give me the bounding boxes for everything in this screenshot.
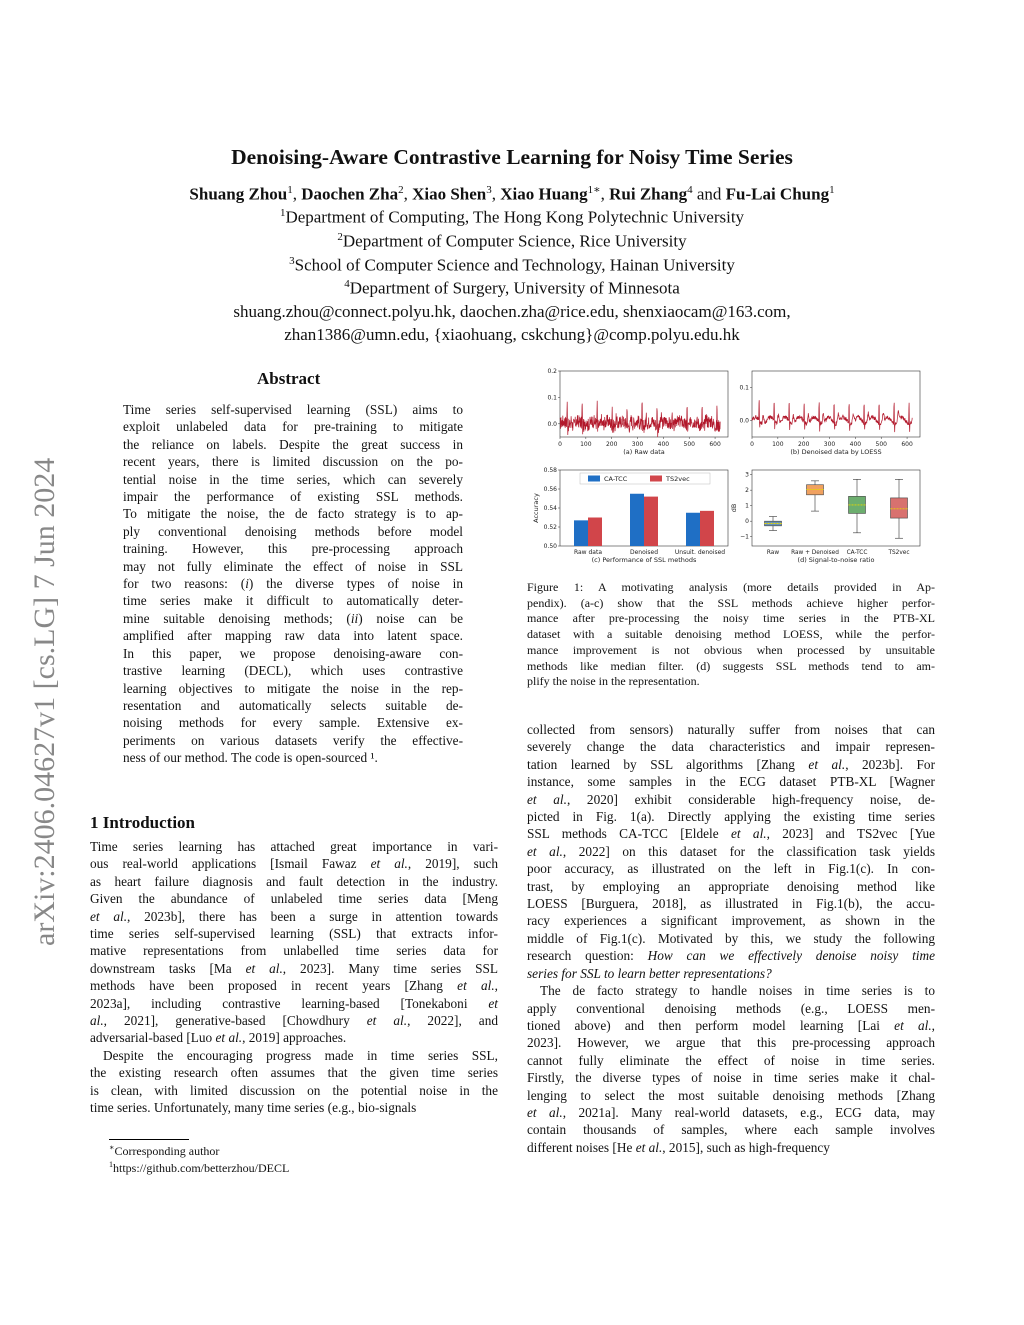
text-line: ous real-world applications [Ismail Fawaz et al., 2019], such	[90, 856, 498, 872]
text-line: 2023a], including contrastive learning-based [Tonekaboni et	[90, 995, 498, 1011]
y-tick-label: 0.0	[547, 420, 557, 428]
legend-entry: CA-TCC	[604, 475, 628, 483]
affiliation-mark: 4	[344, 278, 350, 290]
caption-line: mance improvement is not obvious when processed by unsuitable	[527, 642, 935, 657]
footnote	[109, 1143, 219, 1159]
author-name: Fu-Lai Chung	[725, 184, 830, 204]
text-line: learning objectives to mitigate the noise in the rep-	[123, 680, 463, 696]
subplot-title: (c) Performance of SSL methods	[591, 556, 697, 564]
introduction-body	[90, 838, 498, 1117]
subplot-title: (d) Signal-to-noise ratio	[797, 556, 875, 564]
legend-swatch	[650, 476, 662, 482]
y-tick-label: 0.1	[547, 394, 557, 402]
text-line: as heart failure diagnosis and fault detection in the industry.	[90, 873, 498, 889]
text-line: amplified after mapping raw data into latent space.	[123, 628, 463, 644]
text-line: research question: How can we effectively denoise noisy time	[527, 948, 935, 964]
right-column-body	[527, 721, 935, 1156]
abstract-body	[123, 401, 463, 767]
y-tick-label: 0.52	[543, 524, 557, 531]
bar	[574, 520, 588, 546]
y-axis-label: dB	[730, 503, 738, 513]
text-line: tioned above) and then perform model learning [Lai et al.,	[527, 1017, 935, 1033]
text-line: 2023]. However, we argue that this pre-processing approach	[527, 1035, 935, 1051]
text-line: contain thousands of samples, where each sample involves	[527, 1122, 935, 1138]
text-line: To mitigate the noise, the de facto strategy is to ap-	[123, 506, 463, 522]
author-affiliation-mark: 3	[486, 184, 492, 196]
author-affiliation-mark: 1	[287, 184, 293, 196]
text-line: racy experiences a significant improvement, as shown in the	[527, 913, 935, 929]
footnote-rule	[109, 1139, 189, 1140]
abstract-heading: Abstract	[257, 369, 321, 388]
y-tick-label: 0.1	[739, 384, 749, 392]
y-tick-label: 3	[745, 471, 749, 479]
text-line: recent years, there is limited discussion on the po-	[123, 454, 463, 470]
caption-line: methods like median filter. (d) suggests SSL methods tend to am-	[527, 658, 935, 673]
text-line: time series. Unfortunately, many time series (e.g., bio-signals	[90, 1100, 417, 1116]
box	[765, 521, 782, 526]
affiliation-mark: 3	[289, 255, 295, 267]
text-line: different noises [He et al., 2015], such as high-frequency	[527, 1139, 830, 1155]
x-tick-label: Raw + Denoised	[791, 550, 839, 556]
caption-line: plify the noise in the representation.	[527, 674, 700, 689]
box	[807, 485, 824, 495]
text-line: exploit unlabeled data for pre-training to mitigate	[123, 419, 463, 435]
text-line: training. However, this pre-processing approach	[123, 541, 463, 557]
text-line: methods have been proposed in recent years [Zhang et al.,	[90, 978, 498, 994]
x-tick-label: 300	[631, 441, 644, 448]
author-affiliation-mark: 2	[398, 184, 404, 196]
email-line: zhan1386@umn.edu, {xiaohuang, cskchung}@comp.polyu.edu.hk	[284, 325, 740, 344]
y-tick-label: 0.56	[543, 486, 557, 493]
arxiv-stamp-svg	[24, 368, 62, 948]
caption-line: pendix). (a-c) show that the SSL methods achieve higher perfor-	[527, 595, 935, 610]
author-affiliation-mark: 1	[829, 184, 835, 196]
legend-entry: TS2vec	[666, 475, 690, 483]
y-tick-label: 0.0	[739, 417, 749, 425]
x-tick-label: 400	[849, 441, 862, 448]
text-line: impair the performance of existing SSL methods.	[123, 489, 463, 505]
text-line: may not fully eliminate the effect of noise in SSL	[123, 558, 463, 574]
y-axis-label: Accuracy	[532, 493, 540, 523]
text-line: poor accuracy, as illustrated on the left in Fig.1(c). In con-	[527, 861, 935, 877]
text-line: collected from sensors) naturally suffer from noises that can	[527, 722, 935, 737]
paper-title: Denoising-Aware Contrastive Learning for Noisy Time Series	[231, 145, 793, 169]
x-tick-label: 500	[683, 441, 695, 448]
text-line: Given the abundance of unlabeled time series data [Meng	[90, 891, 498, 907]
text-line: time series make it difficult to automatically deter-	[123, 593, 463, 609]
y-tick-label: 0.2	[547, 368, 557, 375]
bar	[630, 494, 644, 546]
author-and: and	[692, 184, 726, 204]
text-line: noising methods for every sample. Extensive ex-	[123, 715, 463, 731]
text-line: series for SSL to learn better representations?	[527, 965, 772, 981]
text-line: SSL methods CA-TCC [Eldele et al., 2023] and TS2vec [Yue	[527, 826, 935, 842]
author-affiliation-mark: 1∗	[587, 184, 601, 196]
text-line: resentation and automatically selects suitable de-	[123, 697, 463, 713]
email-line: shuang.zhou@connect.polyu.hk, daochen.zha@rice.edu, shenxiaocam@163.com,	[233, 302, 791, 321]
caption-line: mance after pre-processing the noisy time series in the PTB-XL	[527, 611, 935, 626]
text-line: severely change the data characteristics and impair represen-	[527, 739, 935, 755]
text-line: is clean, with limited discussion on the potential noise in the	[90, 1082, 498, 1098]
affiliation-text: Department of Surgery, University of Minnesota	[349, 278, 680, 298]
figure-1-caption	[527, 580, 935, 690]
text-line: Time series self-supervised learning (SSL) aims to	[123, 402, 463, 417]
legend-swatch	[588, 476, 600, 482]
x-tick-label: 200	[797, 441, 810, 448]
text-line: tation learned by SSL algorithms [Zhang et al., 2023b]. For	[527, 756, 935, 772]
text-line: et al., 2020] exhibit considerable high-frequency noise, de-	[527, 791, 935, 807]
text-line: et al., 2023b], there has been a surge in attention towards	[90, 908, 498, 924]
author-separator: ,	[292, 184, 302, 204]
x-tick-label: Raw data	[573, 549, 603, 556]
text-line: middle of Fig.1(c). Motivated by this, we study the following	[527, 930, 935, 946]
subplot-title: (b) Denoised data by LOESS	[790, 448, 882, 456]
author-name: Rui Zhang	[609, 184, 688, 204]
text-line: for two reasons: (i) the diverse types of noise in	[123, 576, 463, 592]
caption-line: dataset with a suitable denoising method LOESS, while the perfor-	[527, 627, 935, 642]
author-name: Shuang Zhou	[189, 184, 288, 204]
bar	[700, 511, 714, 546]
author-separator: ,	[600, 184, 610, 204]
text-line: lenging to select the most suitable denoising methods [Zhang	[527, 1087, 935, 1103]
text-line: mative representations from unlabelled time series data for	[90, 943, 498, 959]
affiliation-line	[0, 255, 1024, 276]
x-tick-label: 300	[823, 441, 836, 448]
x-tick-label: 100	[772, 441, 784, 448]
affiliation-text: Department of Computing, The Hong Kong Polytechnic University	[285, 207, 745, 227]
affiliation-line	[0, 278, 1024, 299]
text-line: ply conventional denoising methods before model	[123, 523, 463, 539]
text-line: The de facto strategy to handle noises in time series is to	[540, 983, 935, 999]
y-tick-label: 0.50	[543, 543, 557, 550]
affiliation-mark: 2	[337, 231, 343, 243]
x-tick-label: 600	[901, 441, 913, 448]
text-line: Time series learning has attached great importance in vari-	[90, 839, 498, 854]
footnote-mark: ∗	[109, 1143, 115, 1152]
y-tick-label: 0.58	[543, 467, 557, 474]
footnote	[109, 1160, 289, 1176]
affiliation-line	[0, 231, 1024, 252]
bar	[686, 513, 700, 546]
box	[891, 498, 908, 518]
text-line: trast, by employing an appropriate denoising method like	[527, 878, 935, 894]
subplot-title: (a) Raw data	[623, 448, 665, 456]
text-line: trastive learning (DECL), which uses contrastive	[123, 663, 463, 679]
figure-1-charts	[527, 365, 937, 575]
author-separator: ,	[403, 184, 413, 204]
text-line: picted in Fig. 1(a). Directly applying the existing time series	[527, 809, 935, 825]
text-line: ness of our method. The code is open-sourced ¹.	[123, 750, 378, 766]
x-tick-label: Raw	[766, 550, 780, 556]
text-line: downstream tasks [Ma et al., 2023]. Many time series SSL	[90, 960, 498, 976]
x-tick-label: 0	[750, 441, 754, 448]
text-line: Despite the encouraging progress made in time series SSL,	[103, 1047, 498, 1063]
affiliation-line	[0, 207, 1024, 228]
x-tick-label: Unsuit. denoised	[674, 549, 726, 556]
signal-line	[560, 401, 720, 437]
text-line: adversarial-based [Luo et al., 2019] approaches.	[90, 1030, 347, 1046]
caption-line: Figure 1: A motivating analysis (more details provided in Ap-	[527, 580, 935, 594]
author-name: Xiao Huang	[500, 184, 588, 204]
text-line: the existing research often assumes that the given time series	[90, 1065, 498, 1081]
author-affiliation-mark: 4	[687, 184, 693, 196]
x-tick-label: 0	[558, 441, 562, 448]
author-name: Daochen Zha	[301, 184, 399, 204]
box	[849, 496, 866, 513]
text-line: al., 2021], generative-based [Chowdhury et al., 2022], and	[90, 1013, 498, 1029]
figure-1	[527, 365, 937, 575]
bar	[644, 497, 658, 546]
text-line: cannot fully eliminate the effect of noise in time series.	[527, 1052, 935, 1068]
arxiv-sidebar-stamp	[24, 368, 62, 948]
text-line: et al., 2021a]. Many real-world datasets, e.g., ECG data, may	[527, 1104, 935, 1120]
y-tick-label: −1	[740, 533, 749, 541]
footnote-mark: 1	[109, 1160, 113, 1169]
signal-line	[752, 400, 912, 432]
footnote-text: https://github.com/betterzhou/DECL	[113, 1161, 290, 1175]
x-tick-label: TS2vec	[888, 550, 910, 556]
y-tick-label: 2	[745, 487, 749, 495]
x-tick-label: Denoised	[629, 549, 659, 556]
author-separator: ,	[491, 184, 501, 204]
text-line: the reliance on labels. Despite the great success in	[123, 436, 463, 452]
text-line: apply conventional denoising methods (e.g., LOESS men-	[527, 1000, 935, 1016]
author-name: Xiao Shen	[412, 184, 487, 204]
x-tick-label: 100	[580, 441, 592, 448]
footnote-text: Corresponding author	[114, 1144, 220, 1158]
y-tick-label: 1	[745, 502, 749, 510]
text-line: LOESS [Burguera, 2018], as illustrated in Fig.1(b), the accu-	[527, 896, 935, 912]
text-line: Firstly, the diverse types of noise in time series make it chal-	[527, 1070, 935, 1086]
section-introduction-heading: 1 Introduction	[90, 813, 196, 832]
x-tick-label: CA-TCC	[846, 550, 868, 556]
arxiv-id-text: arXiv:2406.04627v1 [cs.LG] 7 Jun 2024	[28, 457, 61, 946]
affiliation-mark: 1	[279, 207, 286, 219]
text-line: In this paper, we propose denoising-aware con-	[123, 645, 463, 661]
text-line: tential noise in the time series, which can severely	[123, 471, 463, 487]
y-tick-label: 0	[745, 518, 749, 526]
author-list	[0, 183, 1024, 205]
y-tick-label: 0.54	[543, 505, 557, 512]
x-tick-label: 400	[657, 441, 670, 448]
x-tick-label: 200	[605, 441, 618, 448]
x-tick-label: 500	[875, 441, 887, 448]
text-line: time series self-supervised learning (SSL) that extracts infor-	[90, 926, 498, 942]
bar	[588, 518, 602, 547]
text-line: instance, some samples in the ECG dataset PTB-XL [Wagner	[527, 774, 935, 790]
x-tick-label: 600	[709, 441, 721, 448]
text-line: periments on various datasets verify the effective-	[123, 732, 463, 748]
text-line: et al., 2022] on this dataset for the classification task yields	[527, 843, 935, 859]
affiliation-text: Department of Computer Science, Rice University	[342, 231, 687, 251]
affiliation-text: School of Computer Science and Technology, Hainan University	[294, 255, 735, 275]
text-line: mine suitable denoising methods; (ii) noise can be	[123, 610, 463, 626]
